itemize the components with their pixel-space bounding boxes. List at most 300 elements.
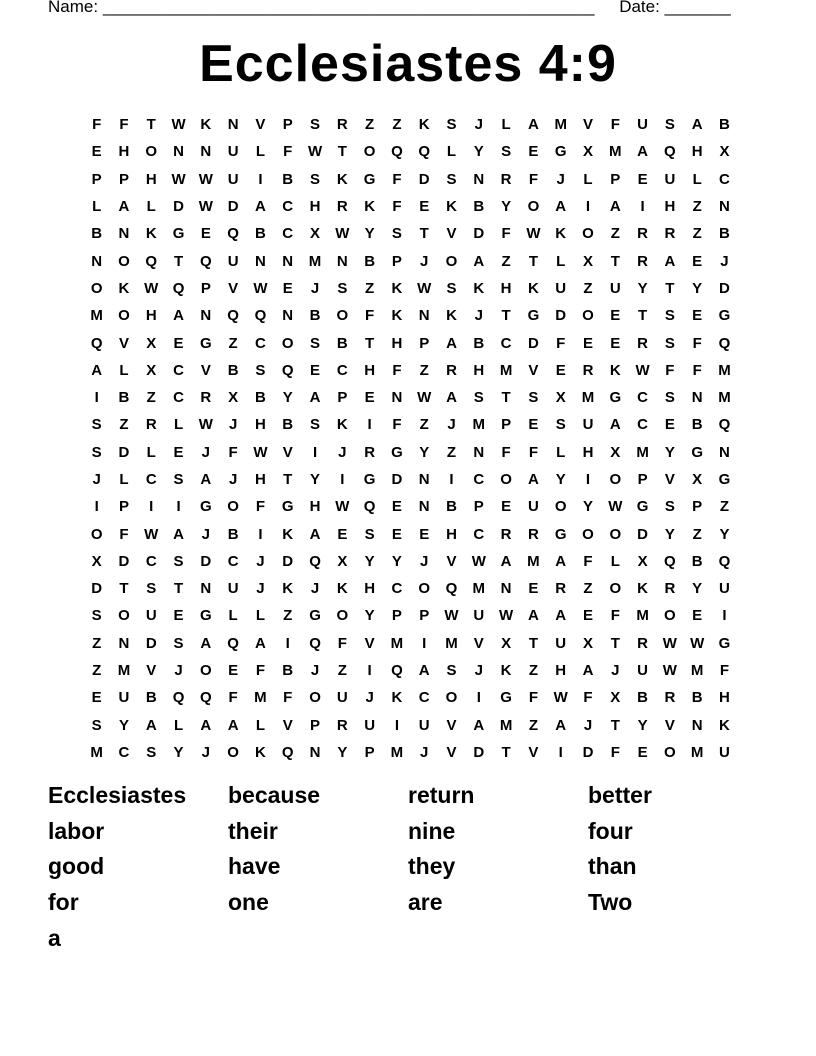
word-list-item: labor	[48, 817, 105, 844]
grid-letter: N	[200, 580, 212, 598]
grid-letter: Q	[281, 361, 294, 379]
grid-letter: W	[171, 170, 186, 188]
grid-letter: M	[90, 743, 103, 761]
grid-letter: J	[310, 279, 320, 297]
grid-letter: V	[528, 743, 539, 761]
grid-letter: J	[310, 580, 320, 598]
grid-letter: K	[637, 580, 648, 598]
grid-letter: T	[610, 634, 620, 652]
grid-letter: P	[118, 498, 129, 516]
grid-letter: E	[582, 607, 593, 625]
grid-letter: X	[582, 634, 593, 652]
grid-letter: U	[664, 170, 676, 188]
grid-letter: F	[610, 607, 620, 625]
grid-letter: H	[391, 334, 403, 352]
grid-letter: S	[501, 143, 512, 161]
grid-letter: E	[310, 361, 321, 379]
word-list	[48, 778, 768, 956]
grid-letter: V	[446, 552, 457, 570]
grid-letter: T	[146, 116, 156, 134]
grid-letter: B	[719, 116, 730, 134]
grid-letter: F	[392, 361, 402, 379]
grid-letter: S	[528, 389, 539, 407]
grid-letter: B	[91, 225, 103, 243]
grid-letter: B	[691, 416, 703, 434]
grid-letter: B	[255, 389, 266, 407]
grid-letter: W	[253, 443, 268, 461]
grid-letter: R	[664, 580, 676, 598]
grid-letter: Z	[419, 416, 429, 434]
grid-letter: P	[391, 607, 402, 625]
grid-letter: J	[201, 743, 210, 761]
grid-letter: V	[582, 116, 593, 134]
grid-letter: L	[228, 607, 238, 625]
grid-letter: M	[390, 634, 404, 652]
grid-letter: E	[419, 525, 430, 543]
grid-letter: A	[446, 389, 457, 407]
grid-letter: N	[91, 252, 103, 270]
grid-letter: W	[471, 552, 486, 570]
grid-letter: L	[146, 443, 156, 461]
grid-letter: W	[198, 416, 213, 434]
grid-letter: L	[446, 143, 457, 161]
grid-letter: E	[91, 689, 102, 707]
grid-letter: Q	[227, 307, 239, 325]
grid-letter: Y	[692, 580, 703, 598]
grid-letter: E	[528, 416, 539, 434]
grid-letter: X	[555, 389, 566, 407]
grid-letter: A	[418, 662, 430, 680]
grid-letter: B	[255, 225, 266, 243]
grid-letter: W	[307, 143, 323, 161]
grid-letter: G	[200, 498, 212, 516]
grid-letter: V	[228, 279, 239, 297]
grid-letter: P	[282, 116, 293, 134]
grid-letter: Z	[692, 198, 702, 216]
grid-letter: L	[255, 716, 266, 734]
grid-letter: J	[474, 307, 483, 325]
grid-letter: O	[90, 525, 103, 543]
grid-letter: F	[528, 689, 538, 707]
grid-letter: U	[227, 252, 239, 270]
grid-letter: S	[310, 416, 321, 434]
grid-letter: U	[637, 662, 648, 680]
grid-letter: D	[118, 552, 130, 570]
grid-letter: T	[365, 334, 375, 352]
grid-letter: B	[145, 689, 157, 707]
grid-letter: H	[719, 689, 730, 707]
grid-letter: F	[501, 225, 511, 243]
grid-letter: T	[173, 580, 184, 598]
grid-letter: T	[419, 225, 429, 243]
grid-letter: M	[690, 743, 704, 761]
grid-letter: X	[692, 471, 703, 488]
grid-letter: H	[691, 143, 703, 161]
grid-letter: D	[391, 471, 403, 488]
grid-letter: L	[255, 607, 266, 625]
grid-letter: I	[640, 198, 645, 216]
grid-letter: X	[719, 143, 730, 161]
grid-letter: G	[554, 143, 567, 161]
grid-letter: N	[418, 471, 430, 488]
grid-letter: J	[201, 525, 210, 543]
grid-letter: S	[310, 116, 321, 134]
grid-letter: A	[555, 607, 567, 625]
word-list-item: a	[48, 924, 61, 951]
grid-letter: M	[718, 361, 731, 379]
grid-letter: G	[718, 634, 731, 652]
grid-letter: D	[91, 580, 103, 598]
grid-letter: R	[500, 525, 512, 543]
grid-letter: S	[146, 580, 157, 598]
grid-letter: U	[145, 607, 157, 625]
grid-letter: N	[719, 443, 730, 461]
grid-letter: R	[664, 689, 676, 707]
grid-letter: V	[664, 716, 675, 734]
grid-letter: C	[227, 552, 239, 570]
grid-letter: N	[227, 116, 239, 134]
grid-letter: O	[445, 252, 458, 270]
grid-letter: I	[367, 662, 372, 680]
grid-letter: L	[556, 443, 566, 461]
grid-letter: H	[309, 198, 321, 216]
grid-letter: A	[255, 634, 266, 652]
grid-letter: U	[609, 279, 621, 297]
grid-letter: S	[91, 716, 102, 734]
grid-letter: Z	[228, 334, 238, 352]
grid-letter: D	[473, 225, 485, 243]
grid-letter: O	[445, 689, 458, 707]
grid-letter: Z	[283, 607, 293, 625]
grid-letter: E	[173, 334, 184, 352]
grid-letter: Y	[555, 471, 566, 488]
grid-letter: Y	[692, 279, 703, 297]
grid-letter: Q	[391, 662, 403, 680]
grid-letter: D	[200, 552, 212, 570]
grid-letter: F	[501, 443, 511, 461]
grid-letter: M	[472, 580, 486, 598]
grid-letter: G	[281, 498, 294, 516]
grid-letter: L	[92, 198, 102, 216]
grid-letter: A	[173, 307, 184, 325]
grid-letter: Z	[365, 279, 375, 297]
grid-letter: A	[527, 471, 539, 488]
grid-letter: O	[90, 279, 103, 297]
grid-letter: D	[282, 552, 294, 570]
grid-letter: G	[718, 471, 731, 488]
grid-letter: N	[691, 389, 703, 407]
grid-letter: W	[444, 607, 459, 625]
grid-letter: W	[553, 689, 568, 707]
grid-letter: X	[610, 689, 621, 707]
grid-letter: Q	[227, 225, 239, 243]
word-list-item: Two	[588, 889, 633, 916]
grid-letter: R	[555, 580, 567, 598]
page-title: Ecclesiastes 4:9	[199, 35, 617, 93]
grid-letter: I	[258, 525, 263, 543]
grid-letter: D	[582, 743, 594, 761]
grid-letter: L	[119, 361, 129, 379]
grid-letter: S	[446, 116, 457, 134]
grid-letter: Q	[445, 580, 458, 598]
grid-letter: F	[283, 689, 293, 707]
grid-letter: A	[527, 116, 539, 134]
grid-letter: S	[446, 279, 457, 297]
grid-letter: T	[665, 279, 675, 297]
grid-letter: U	[527, 498, 539, 516]
grid-letter: L	[692, 170, 702, 188]
grid-letter: S	[391, 225, 402, 243]
grid-letter: A	[473, 252, 485, 270]
grid-letter: N	[473, 170, 485, 188]
grid-letter: F	[119, 525, 129, 543]
grid-letter: F	[583, 552, 593, 570]
grid-letter: F	[228, 443, 238, 461]
grid-letter: I	[394, 716, 399, 734]
grid-letter: K	[145, 225, 157, 243]
grid-letter: X	[582, 252, 593, 270]
grid-letter: X	[582, 143, 593, 161]
grid-letter: Z	[583, 580, 593, 598]
grid-letter: Q	[391, 143, 403, 161]
grid-letter: O	[609, 471, 622, 488]
grid-letter: X	[637, 552, 648, 570]
grid-letter: F	[392, 170, 402, 188]
grid-letter: S	[664, 389, 675, 407]
grid-letter: J	[310, 662, 320, 680]
grid-letter: F	[692, 334, 702, 352]
grid-letter: V	[255, 116, 266, 134]
grid-letter: B	[282, 170, 294, 188]
grid-letter: K	[336, 170, 348, 188]
grid-letter: Q	[418, 143, 431, 161]
grid-letter: C	[637, 389, 648, 407]
grid-letter: G	[691, 443, 704, 461]
grid-letter: H	[446, 525, 457, 543]
grid-letter: C	[145, 552, 157, 570]
grid-letter: S	[91, 607, 102, 625]
grid-letter: B	[473, 198, 485, 216]
grid-letter: Q	[90, 334, 103, 352]
grid-letter: D	[473, 743, 485, 761]
grid-letter: B	[282, 416, 294, 434]
grid-letter: M	[554, 116, 567, 134]
grid-letter: M	[690, 662, 704, 680]
grid-letter: L	[610, 552, 620, 570]
grid-letter: V	[146, 662, 157, 680]
grid-letter: W	[499, 607, 514, 625]
grid-letter: F	[610, 743, 620, 761]
grid-letter: H	[255, 416, 266, 434]
grid-letter: D	[418, 170, 430, 188]
grid-letter: H	[364, 361, 376, 379]
grid-letter: V	[446, 743, 457, 761]
grid-letter: K	[527, 279, 539, 297]
grid-letter: N	[391, 389, 403, 407]
grid-letter: U	[637, 116, 648, 134]
grid-letter: H	[664, 198, 676, 216]
grid-letter: Y	[282, 389, 293, 407]
grid-letter: O	[582, 225, 594, 243]
grid-letter: R	[637, 334, 648, 352]
grid-letter: R	[582, 361, 594, 379]
grid-letter: N	[418, 498, 430, 516]
grid-letter: P	[364, 743, 375, 761]
grid-letter: R	[364, 443, 376, 461]
grid-letter: R	[664, 225, 676, 243]
word-list-item: they	[408, 853, 456, 880]
grid-letter: W	[417, 389, 432, 407]
grid-letter: J	[256, 580, 265, 598]
grid-letter: E	[610, 307, 621, 325]
grid-letter: M	[499, 361, 513, 379]
grid-letter: A	[309, 389, 321, 407]
grid-letter: K	[418, 116, 430, 134]
grid-letter: N	[719, 198, 730, 216]
grid-letter: S	[664, 498, 675, 516]
grid-letter: R	[145, 416, 157, 434]
grid-letter: W	[635, 361, 650, 379]
grid-letter: E	[391, 498, 402, 516]
grid-letter: U	[582, 416, 594, 434]
grid-letter: E	[91, 143, 102, 161]
grid-letter: U	[555, 279, 567, 297]
grid-letter: Q	[172, 689, 185, 707]
grid-letter: Z	[419, 361, 429, 379]
grid-letter: B	[637, 689, 648, 707]
grid-letter: M	[609, 143, 622, 161]
grid-letter: N	[282, 307, 294, 325]
grid-letter: X	[501, 634, 512, 652]
grid-letter: I	[94, 389, 99, 407]
grid-letter: O	[200, 662, 212, 680]
word-list-item: return	[408, 782, 475, 808]
grid-letter: B	[227, 525, 239, 543]
grid-letter: K	[364, 198, 376, 216]
grid-letter: T	[528, 252, 538, 270]
grid-letter: D	[118, 443, 130, 461]
grid-letter: Y	[310, 471, 321, 488]
grid-letter: M	[636, 443, 649, 461]
grid-letter: S	[173, 471, 184, 488]
grid-letter: R	[637, 634, 648, 652]
grid-letter: W	[144, 279, 159, 297]
grid-letter: Z	[146, 389, 156, 407]
grid-letter: E	[692, 307, 703, 325]
grid-letter: C	[173, 361, 184, 379]
grid-letter: A	[255, 198, 266, 216]
grid-letter: K	[282, 525, 294, 543]
grid-letter: O	[582, 525, 594, 543]
grid-letter: Z	[692, 525, 702, 543]
grid-letter: O	[145, 143, 158, 161]
grid-letter: P	[200, 279, 211, 297]
grid-letter: S	[91, 443, 102, 461]
grid-letter: Z	[337, 662, 347, 680]
grid-letter: A	[500, 552, 512, 570]
grid-letter: A	[91, 361, 103, 379]
grid-letter: A	[691, 116, 703, 134]
grid-letter: O	[281, 334, 294, 352]
grid-letter: C	[500, 334, 512, 352]
grid-letter: Z	[92, 662, 102, 680]
grid-letter: E	[528, 580, 539, 598]
grid-letter: T	[610, 252, 620, 270]
grid-letter: S	[310, 170, 321, 188]
grid-letter: V	[446, 225, 457, 243]
grid-letter: P	[419, 607, 430, 625]
grid-letter: G	[309, 607, 321, 625]
grid-letter: Z	[365, 116, 375, 134]
grid-letter: J	[420, 743, 429, 761]
grid-letter: U	[336, 689, 348, 707]
grid-letter: X	[610, 443, 621, 461]
grid-letter: I	[94, 498, 99, 516]
grid-letter: T	[501, 389, 511, 407]
grid-letter: M	[390, 743, 404, 761]
grid-letter: Y	[337, 743, 348, 761]
grid-letter: P	[91, 170, 102, 188]
grid-letter: N	[473, 443, 485, 461]
grid-letter: L	[119, 471, 129, 488]
grid-letter: W	[526, 225, 541, 243]
grid-letter: J	[256, 552, 265, 570]
grid-letter: Y	[501, 198, 512, 216]
grid-letter: X	[310, 225, 321, 243]
grid-letter: V	[282, 443, 293, 461]
grid-letter: Q	[281, 743, 294, 761]
grid-letter: W	[171, 116, 186, 134]
grid-letter: E	[610, 334, 621, 352]
grid-letter: F	[556, 334, 566, 352]
grid-letter: M	[718, 389, 731, 407]
grid-letter: S	[337, 279, 348, 297]
grid-letter: F	[692, 361, 702, 379]
grid-letter: F	[392, 198, 402, 216]
grid-letter: A	[555, 552, 567, 570]
grid-letter: K	[555, 225, 567, 243]
grid-letter: C	[336, 361, 348, 379]
grid-letter: G	[172, 225, 185, 243]
grid-letter: I	[476, 689, 481, 707]
grid-letter: P	[637, 471, 648, 488]
grid-letter: Q	[718, 552, 731, 570]
grid-letter: A	[145, 716, 157, 734]
grid-letter: O	[118, 252, 130, 270]
grid-letter: D	[173, 198, 184, 216]
grid-letter: S	[446, 662, 457, 680]
date-label: Date:	[619, 0, 660, 16]
grid-letter: Y	[473, 143, 484, 161]
grid-letter: I	[340, 471, 345, 488]
grid-letter: K	[391, 689, 403, 707]
grid-letter: L	[173, 416, 184, 434]
grid-letter: P	[473, 498, 484, 516]
grid-letter: G	[391, 443, 403, 461]
grid-letter: W	[335, 498, 350, 516]
grid-letter: B	[336, 334, 348, 352]
grid-letter: V	[118, 334, 129, 352]
grid-letter: F	[365, 307, 375, 325]
grid-letter: E	[173, 443, 184, 461]
grid-letter: M	[499, 716, 513, 734]
grid-letter: Y	[364, 552, 375, 570]
grid-letter: W	[198, 170, 213, 188]
grid-letter: A	[609, 198, 621, 216]
grid-letter: K	[118, 279, 130, 297]
grid-letter: E	[637, 170, 648, 188]
grid-letter: E	[228, 662, 239, 680]
